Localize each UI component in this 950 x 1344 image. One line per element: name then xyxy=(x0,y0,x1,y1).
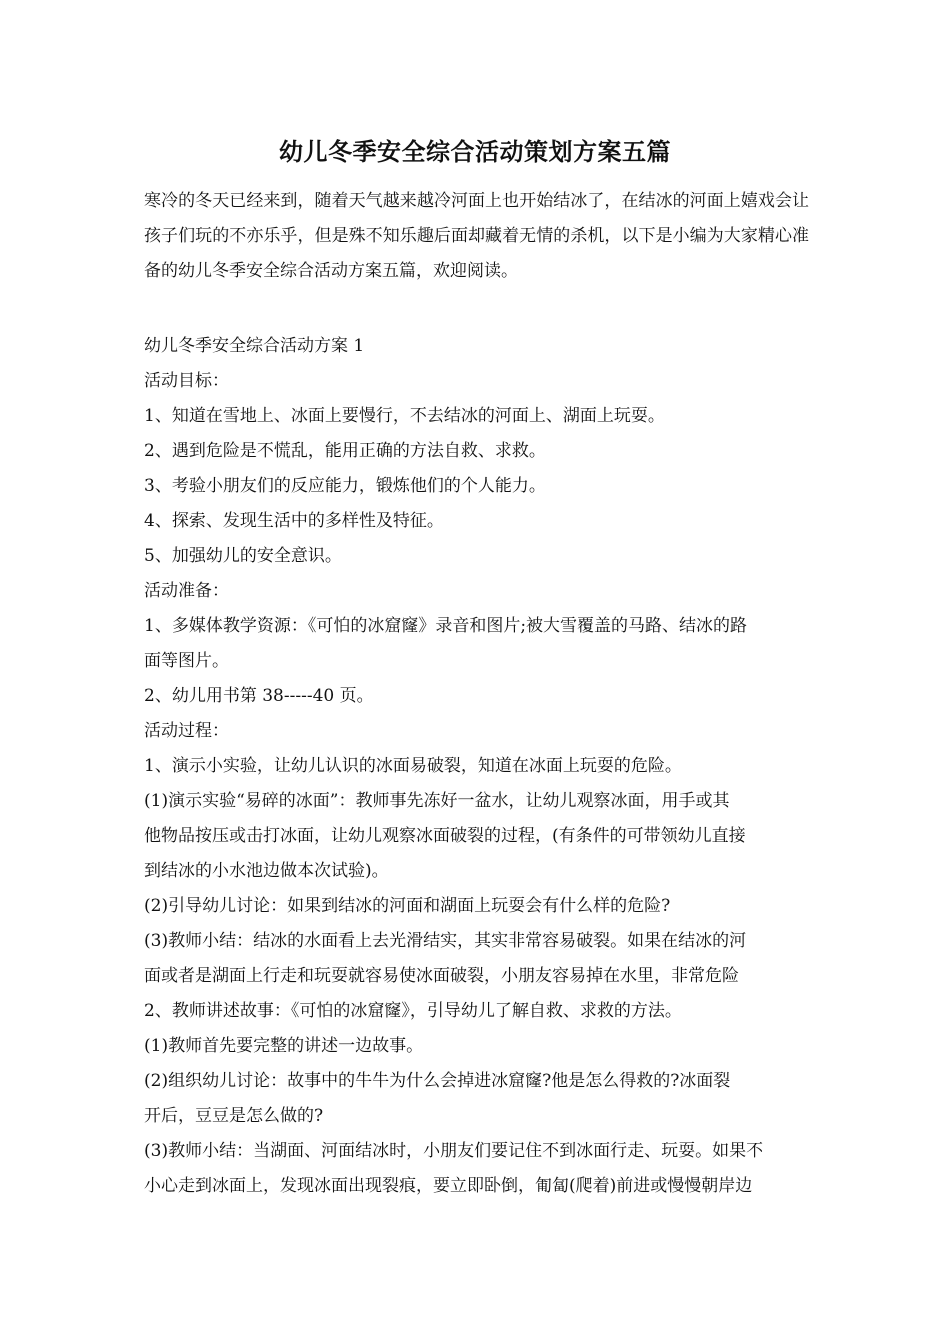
text-line: (3)教师小结：结冰的水面看上去光滑结实，其实非常容易破裂。如果在结冰的河 xyxy=(144,931,747,951)
text-line: 2、遇到危险是不慌乱，能用正确的方法自救、求救。 xyxy=(144,441,546,461)
text-line: 面等图片。 xyxy=(144,651,229,671)
text-line: (3)教师小结：当湖面、河面结冰时，小朋友们要记住不到冰面行走、玩耍。如果不 xyxy=(144,1141,764,1161)
text-line: 活动目标： xyxy=(144,371,229,391)
text-line: 1、演示小实验，让幼儿认识的冰面易破裂，知道在冰面上玩耍的危险。 xyxy=(144,756,682,776)
text-line: (1)演示实验“易碎的冰面”：教师事先冻好一盆水，让幼儿观察冰面，用手或其 xyxy=(144,791,730,811)
intro-paragraph: 寒冷的冬天已经来到，随着天气越来越冷河面上也开始结冰了，在结冰的河面上嬉戏会让孩子们玩的不亦乐乎，但是殊不知乐趣后面却藏着无情的杀机，以下是小编为大家精心准备的幼儿冬季安全综合活动方案五篇，欢迎阅读。 xyxy=(144,191,809,281)
text-line: 活动过程： xyxy=(144,721,229,741)
text-line: 开后，豆豆是怎么做的? xyxy=(144,1106,324,1126)
text-line: (1)教师首先要完整的讲述一边故事。 xyxy=(144,1036,424,1056)
text-line: 4、探索、发现生活中的多样性及特征。 xyxy=(144,511,444,531)
text-line: 幼儿冬季安全综合活动方案 1 xyxy=(144,336,365,356)
document-body xyxy=(144,329,809,1204)
text-line: 到结冰的小水池边做本次试验)。 xyxy=(144,861,389,881)
text-line: 2、教师讲述故事：《可怕的冰窟窿》，引导幼儿了解自救、求救的方法。 xyxy=(144,1001,682,1021)
text-line: 3、考验小朋友们的反应能力，锻炼他们的个人能力。 xyxy=(144,476,546,496)
text-line: 活动准备： xyxy=(144,581,229,601)
document-title: 幼儿冬季安全综合活动策划方案五篇 xyxy=(279,137,671,166)
text-line: 面或者是湖面上行走和玩耍就容易使冰面破裂，小朋友容易掉在水里，非常危险 xyxy=(144,966,739,986)
text-line: 5、加强幼儿的安全意识。 xyxy=(144,546,342,566)
text-line: 1、多媒体教学资源：《可怕的冰窟窿》录音和图片;被大雪覆盖的马路、结冰的路 xyxy=(144,616,748,636)
text-line: 小心走到冰面上，发现冰面出现裂痕，要立即卧倒，匍匐(爬着)前进或慢慢朝岸边 xyxy=(144,1176,753,1196)
text-line: (2)组织幼儿讨论：故事中的牛牛为什么会掉进冰窟窿?他是怎么得救的?冰面裂 xyxy=(144,1071,731,1091)
text-line: 1、知道在雪地上、冰面上要慢行，不去结冰的河面上、湖面上玩耍。 xyxy=(144,406,665,426)
text-line: (2)引导幼儿讨论：如果到结冰的河面和湖面上玩耍会有什么样的危险? xyxy=(144,896,671,916)
text-line: 2、幼儿用书第 38-----40 页。 xyxy=(144,686,374,706)
text-line: 他物品按压或击打冰面，让幼儿观察冰面破裂的过程，(有条件的可带领幼儿直接 xyxy=(144,826,746,846)
